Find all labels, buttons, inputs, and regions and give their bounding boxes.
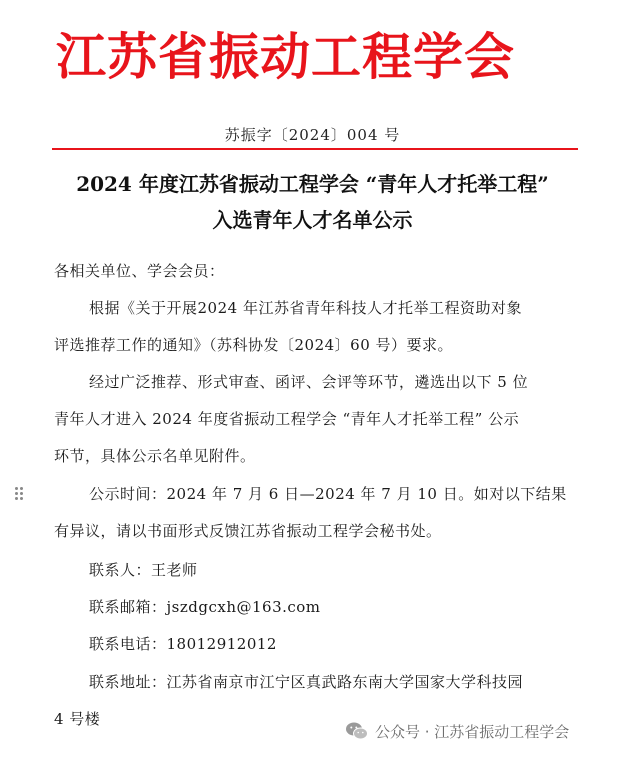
contact-person: 联系人：王老师 (89, 561, 198, 579)
document-title-line-1: 2024 年度江苏省振动工程学会 “青年人才托举工程” (76, 172, 549, 196)
paragraph-2-line-3: 环节，具体公示名单见附件。 (54, 447, 256, 465)
drag-handle-icon[interactable] (14, 487, 24, 501)
contact-address-line-2: 4 号楼 (54, 710, 101, 728)
paragraph-3-line-2: 有异议，请以书面形式反馈江苏省振动工程学会秘书处。 (54, 522, 442, 540)
contact-phone: 联系电话：18012912012 (89, 635, 277, 653)
paragraph-2-line-1: 经过广泛推荐、形式审查、函评、会评等环节，遴选出以下 5 位 (89, 373, 529, 391)
paragraph-1-line-2: 评选推荐工作的通知》（苏科协发〔2024〕60 号）要求。 (54, 336, 454, 354)
paragraph-2-line-2: 青年人才进入 2024 年度省振动工程学会 “青年人才托举工程” 公示 (54, 410, 520, 428)
document-title-line-2: 入选青年人才名单公示 (212, 208, 413, 232)
paragraph-1-line-1: 根据《关于开展2024 年江苏省青年科技人才托举工程资助对象 (89, 299, 522, 317)
document-number: 苏振字〔2024〕004 号 (224, 126, 401, 144)
contact-address-line-1: 联系地址：江苏省南京市江宁区真武路东南大学国家大学科技园 (89, 673, 524, 691)
contact-email: 联系邮箱：jszdgcxh@163.com (89, 598, 321, 616)
wechat-watermark (345, 718, 569, 744)
wechat-icon (345, 721, 369, 741)
watermark-text: 公众号 · 江苏省振动工程学会 (375, 722, 570, 741)
header-divider (52, 148, 578, 150)
salutation: 各相关单位、学会会员： (54, 262, 225, 280)
org-title: 江苏省振动工程学会 (56, 28, 515, 86)
paragraph-3-line-1: 公示时间：2024 年 7 月 6 日—2024 年 7 月 10 日。如对以下结果 (89, 485, 567, 503)
